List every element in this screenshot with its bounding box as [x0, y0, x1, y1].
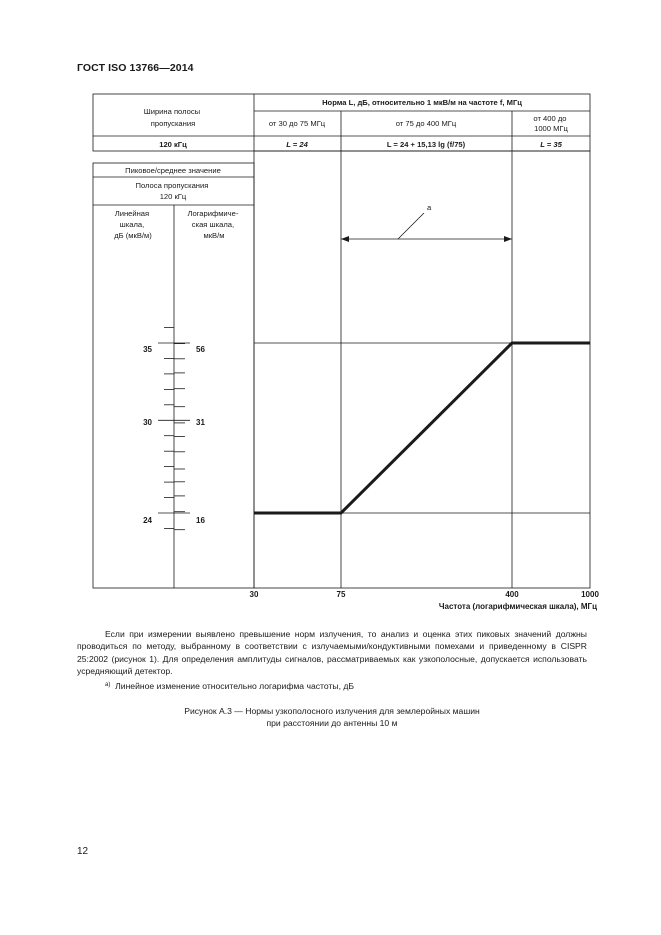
page-number: 12: [77, 846, 89, 857]
plot-frame: [254, 151, 590, 588]
range-400-1000: [533, 114, 568, 133]
footnote-mark: a): [105, 682, 111, 688]
limit-30-75: L = 24: [286, 140, 308, 149]
range-400-1000-l1: от 400 до: [533, 114, 567, 123]
linear-label-35: 35: [143, 345, 152, 354]
bandwidth-col-header-l1: Ширина полосы: [143, 107, 201, 116]
annotation-arrow: [341, 213, 512, 242]
footnote-text: Линейное изменение относительно логарифма частоты, дБ: [115, 681, 355, 691]
limit-400-1000: L = 35: [540, 140, 562, 149]
log-scale-header-l2: ская шкала,: [191, 220, 235, 229]
x-tick-30: 30: [249, 590, 259, 599]
x-tick-400: 400: [505, 590, 519, 599]
range-75-400: от 75 до 400 МГц: [395, 119, 457, 128]
linear-label-24: 24: [143, 516, 152, 525]
log-label-56: 56: [196, 345, 205, 354]
annotation-a: a: [427, 203, 432, 212]
bandwidth-value: 120 кГц: [159, 140, 187, 149]
log-scale-header: [187, 209, 240, 240]
linear-scale-header-l2: шкала,: [119, 220, 145, 229]
panel-bandwidth: [136, 181, 211, 201]
detector-label: Пиковое/среднее значение: [125, 166, 221, 175]
x-tick-1000: 1000: [581, 590, 599, 599]
figure-caption: [77, 705, 587, 730]
linear-scale-header: [114, 209, 152, 240]
log-label-16: 16: [196, 516, 205, 525]
log-label-31: 31: [196, 418, 205, 427]
limit-75-400: L = 24 + 15,13 lg (f/75): [386, 140, 466, 149]
panel-bandwidth-l1: Полоса пропускания: [135, 181, 209, 190]
linear-scale-header-l1: Линейная: [114, 209, 150, 218]
linear-label-30: 30: [143, 418, 152, 427]
limit-series-line: [254, 343, 590, 513]
limit-span-header: Норма L, дБ, относительно 1 мкВ/м на частоте f, МГц: [322, 98, 522, 107]
range-400-1000-l2: 1000 МГц: [534, 124, 568, 133]
linear-scale-header-l3: дБ (мкВ/м): [114, 231, 152, 240]
log-scale-header-l3: мкВ/м: [203, 231, 225, 240]
panel-bandwidth-l2: 120 кГц: [159, 192, 187, 201]
footnote: [105, 681, 354, 691]
caption-line-2: при расстоянии до антенны 10 м: [266, 718, 398, 729]
x-tick-75: 75: [336, 590, 346, 599]
log-scale-header-l1: Логарифмиче-: [187, 209, 239, 218]
x-tick-labels: [250, 590, 600, 599]
bandwidth-col-header: [144, 107, 202, 128]
x-axis-label: Частота (логарифмическая шкала), МГц: [438, 602, 597, 611]
range-30-75: от 30 до 75 МГц: [268, 119, 326, 128]
body-paragraph: Если при измерении выявлено превышение норм излучения, то анализ и оценка этих пиковых значений должны проводиться по методу, выбранному в соответствии с излучаемыми/кондуктивными помехами и приведенному в CISPR 25:2002 (рисунок 1). Для определения амплитуды сигналов, рассматриваемых как узкополосные, допускается использовать усредняющий детектор.: [77, 629, 587, 677]
bandwidth-col-header-l2: пропускания: [150, 119, 196, 128]
caption-line-1: Рисунок А.3 — Нормы узкополосного излучения для землеройных машин: [184, 706, 480, 716]
document-header: ГОСТ ISO 13766—2014: [77, 62, 194, 74]
